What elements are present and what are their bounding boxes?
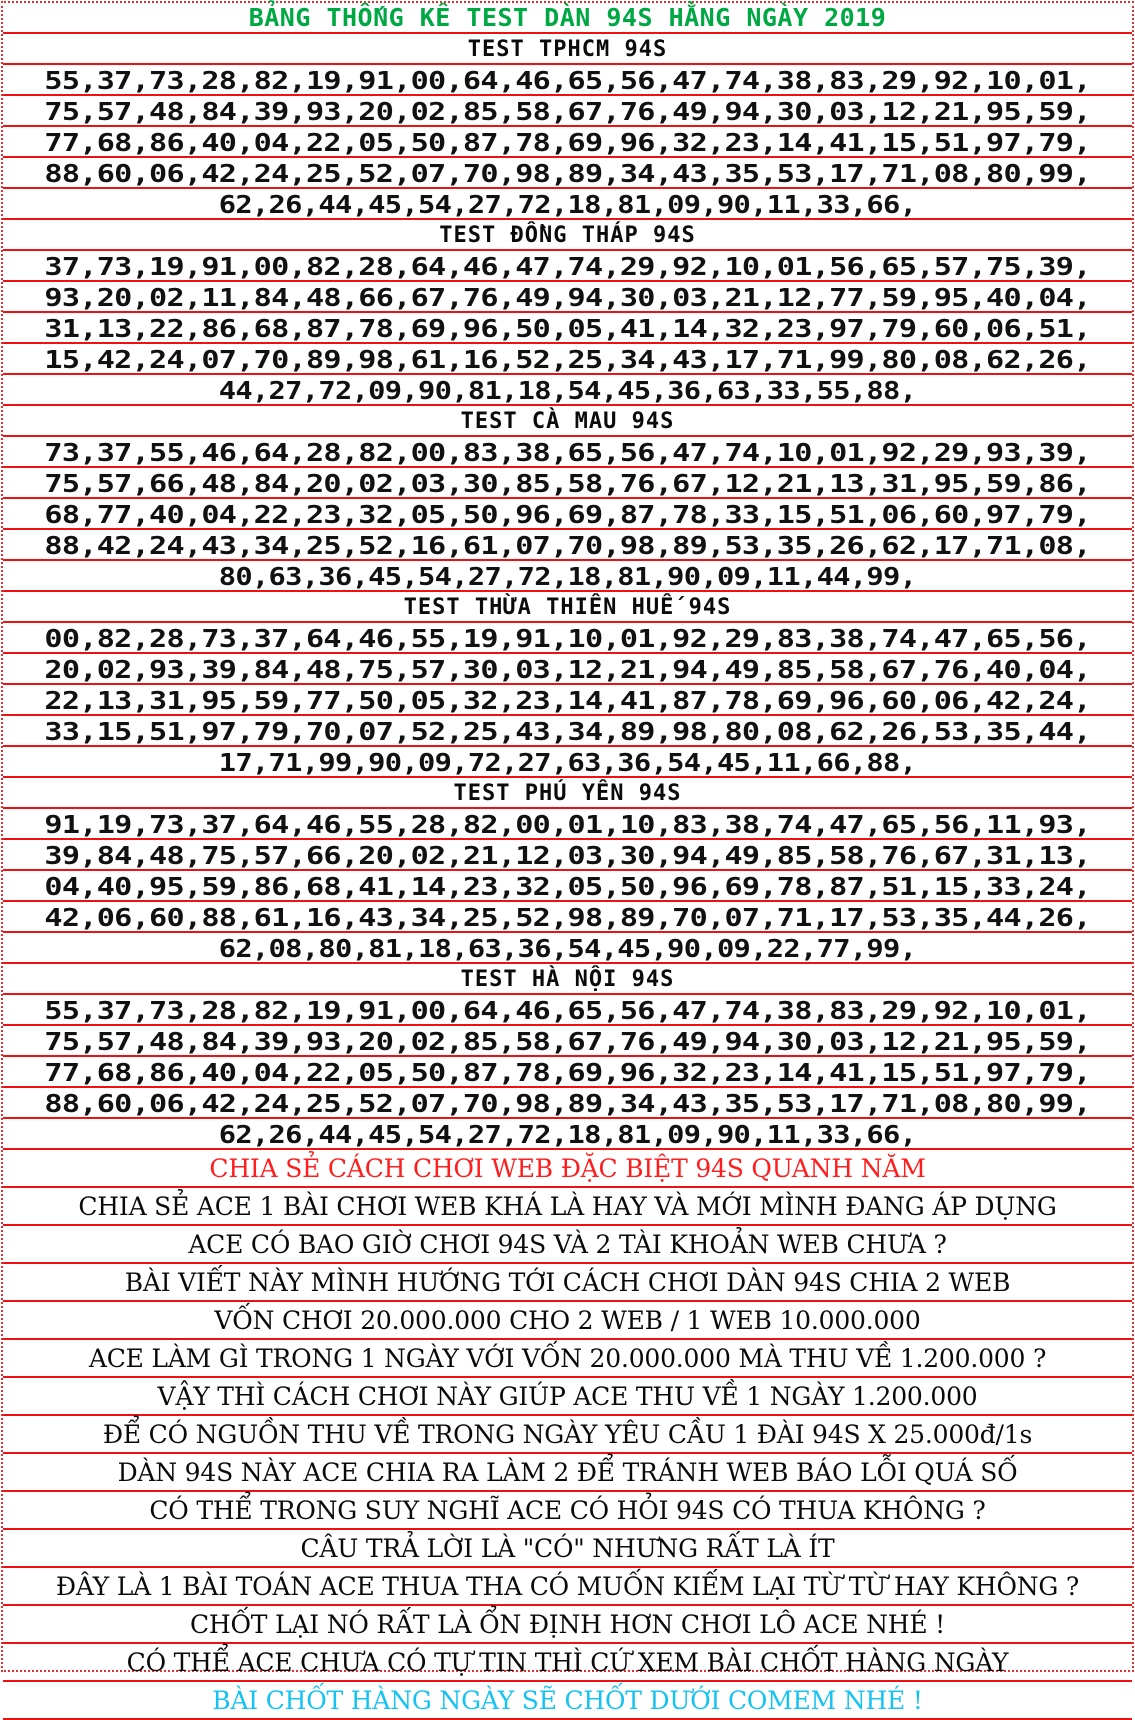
number-row: 00,82,28,73,37,64,46,55,19,91,10,01,92,29,83,38,74,47,65,56, xyxy=(3,623,1132,654)
note-row xyxy=(3,1264,1132,1302)
section-title: TEST THỪA THIÊN HUẾ 94S xyxy=(3,592,1132,623)
number-row: 77,68,86,40,04,22,05,50,87,78,69,96,32,23,14,41,15,51,97,79, xyxy=(3,1057,1132,1088)
page-title: BẢNG THỐNG KÊ TEST DÀN 94S HẰNG NGÀY 2019 xyxy=(3,0,1132,34)
number-row: 75,57,48,84,39,93,20,02,85,58,67,76,49,94,30,03,12,21,95,59, xyxy=(3,96,1132,127)
number-row: 55,37,73,28,82,19,91,00,64,46,65,56,47,74,38,83,29,92,10,01, xyxy=(3,65,1132,96)
sections-host xyxy=(3,34,1132,1150)
note-row xyxy=(3,1530,1132,1568)
notes-host xyxy=(3,1150,1132,1720)
number-row: 55,37,73,28,82,19,91,00,64,46,65,56,47,74,38,83,29,92,10,01, xyxy=(3,995,1132,1026)
note-text: CÓ THỂ ACE CHƯA CÓ TỰ TIN THÌ CỨ XEM BÀI CHỐT HÀNG NGÀY xyxy=(126,1648,1009,1677)
number-row: 39,84,48,75,57,66,20,02,21,12,03,30,94,49,85,58,76,67,31,13, xyxy=(3,840,1132,871)
note-text: ĐÂY LÀ 1 BÀI TOÁN ACE THUA THA CÓ MUỐN KIẾM LẠI TỪ TỪ HAY KHÔNG ? xyxy=(55,1572,1080,1601)
note-row xyxy=(3,1454,1132,1492)
note-text: ĐỂ CÓ NGUỒN THU VỀ TRONG NGÀY YÊU CẦU 1 ĐÀI 94S X 25.000đ/1s xyxy=(102,1420,1033,1449)
section-title: TEST HÀ NỘI 94S xyxy=(3,964,1132,995)
number-row: 88,42,24,43,34,25,52,16,61,07,70,98,89,53,35,26,62,17,71,08, xyxy=(3,530,1132,561)
note-text: CÓ THỂ TRONG SUY NGHĨ ACE CÓ HỎI 94S CÓ THUA KHÔNG ? xyxy=(149,1496,986,1525)
note-row xyxy=(3,1568,1132,1606)
number-row: 42,06,60,88,61,16,43,34,25,52,98,89,70,07,71,17,53,35,44,26, xyxy=(3,902,1132,933)
note-text: CÂU TRẢ LỜI LÀ "CÓ" NHƯNG RẤT LÀ ÍT xyxy=(300,1534,835,1563)
section-title: TEST PHÚ YÊN 94S xyxy=(3,778,1132,809)
note-text: BÀI VIẾT NÀY MÌNH HƯỚNG TỚI CÁCH CHƠI DÀN 94S CHIA 2 WEB xyxy=(124,1268,1011,1297)
number-row: 88,60,06,42,24,25,52,07,70,98,89,34,43,35,53,17,71,08,80,99, xyxy=(3,1088,1132,1119)
note-text: CHỐT LẠI NÓ RẤT LÀ ỔN ĐỊNH HƠN CHƠI LÔ ACE NHÉ ! xyxy=(189,1610,946,1639)
number-row: 44,27,72,09,90,81,18,54,45,36,63,33,55,88, xyxy=(3,375,1132,406)
note-text: DÀN 94S NÀY ACE CHIA RA LÀM 2 ĐỂ TRÁNH WEB BÁO LỖI QUÁ SỐ xyxy=(117,1458,1018,1487)
number-row: 31,13,22,86,68,87,78,69,96,50,05,41,14,32,23,97,79,60,06,51, xyxy=(3,313,1132,344)
note-row xyxy=(3,1606,1132,1644)
number-row: 93,20,02,11,84,48,66,67,76,49,94,30,03,21,12,77,59,95,40,04, xyxy=(3,282,1132,313)
note-text: BÀI CHỐT HÀNG NGÀY SẼ CHỐT DƯỚI COMEM NHÉ ! xyxy=(212,1686,923,1715)
section-title: TEST ĐỒNG THÁP 94S xyxy=(3,220,1132,251)
number-row: 73,37,55,46,64,28,82,00,83,38,65,56,47,74,10,01,92,29,93,39, xyxy=(3,437,1132,468)
number-row: 33,15,51,97,79,70,07,52,25,43,34,89,98,80,08,62,26,53,35,44, xyxy=(3,716,1132,747)
note-text: ACE LÀM GÌ TRONG 1 NGÀY VỚI VỐN 20.000.000 MÀ THU VỀ 1.200.000 ? xyxy=(88,1344,1047,1373)
number-row: 88,60,06,42,24,25,52,07,70,98,89,34,43,35,53,17,71,08,80,99, xyxy=(3,158,1132,189)
note-row xyxy=(3,1150,1132,1188)
note-row xyxy=(3,1378,1132,1416)
note-row xyxy=(3,1682,1132,1720)
note-text: CHIA SẺ CÁCH CHƠI WEB ĐẶC BIỆT 94S QUANH NĂM xyxy=(209,1154,926,1183)
note-text: ACE CÓ BAO GIỜ CHƠI 94S VÀ 2 TÀI KHOẢN WEB CHƯA ? xyxy=(188,1230,947,1259)
number-row: 62,26,44,45,54,27,72,18,81,09,90,11,33,66, xyxy=(3,189,1132,220)
number-row: 20,02,93,39,84,48,75,57,30,03,12,21,94,49,85,58,67,76,40,04, xyxy=(3,654,1132,685)
number-row: 80,63,36,45,54,27,72,18,81,90,09,11,44,99, xyxy=(3,561,1132,592)
number-row: 62,26,44,45,54,27,72,18,81,09,90,11,33,66, xyxy=(3,1119,1132,1150)
number-row: 15,42,24,07,70,89,98,61,16,52,25,34,43,17,71,99,80,08,62,26, xyxy=(3,344,1132,375)
note-text: VẬY THÌ CÁCH CHƠI NÀY GIÚP ACE THU VỀ 1 NGÀY 1.200.000 xyxy=(157,1382,978,1411)
number-row: 68,77,40,04,22,23,32,05,50,96,69,87,78,33,15,51,06,60,97,79, xyxy=(3,499,1132,530)
number-row: 17,71,99,90,09,72,27,63,36,54,45,11,66,88, xyxy=(3,747,1132,778)
note-row xyxy=(3,1644,1132,1682)
note-text: VỐN CHƠI 20.000.000 CHO 2 WEB / 1 WEB 10.000.000 xyxy=(214,1306,921,1335)
number-row: 04,40,95,59,86,68,41,14,23,32,05,50,96,69,78,87,51,15,33,24, xyxy=(3,871,1132,902)
number-row: 22,13,31,95,59,77,50,05,32,23,14,41,87,78,69,96,60,06,42,24, xyxy=(3,685,1132,716)
number-row: 75,57,48,84,39,93,20,02,85,58,67,76,49,94,30,03,12,21,95,59, xyxy=(3,1026,1132,1057)
number-row: 77,68,86,40,04,22,05,50,87,78,69,96,32,23,14,41,15,51,97,79, xyxy=(3,127,1132,158)
number-row: 75,57,66,48,84,20,02,03,30,85,58,76,67,12,21,13,31,95,59,86, xyxy=(3,468,1132,499)
section-title: TEST CÀ MAU 94S xyxy=(3,406,1132,437)
number-row: 91,19,73,37,64,46,55,28,82,00,01,10,83,38,74,47,65,56,11,93, xyxy=(3,809,1132,840)
note-row xyxy=(3,1340,1132,1378)
note-text: CHIA SẺ ACE 1 BÀI CHƠI WEB KHÁ LÀ HAY VÀ MỚI MÌNH ĐANG ÁP DỤNG xyxy=(78,1192,1057,1221)
number-row: 62,08,80,81,18,63,36,54,45,90,09,22,77,99, xyxy=(3,933,1132,964)
note-row xyxy=(3,1492,1132,1530)
section-title: TEST TPHCM 94S xyxy=(3,34,1132,65)
note-row xyxy=(3,1188,1132,1226)
note-row xyxy=(3,1226,1132,1264)
note-row xyxy=(3,1302,1132,1340)
note-row xyxy=(3,1416,1132,1454)
number-row: 37,73,19,91,00,82,28,64,46,47,74,29,92,10,01,56,65,57,75,39, xyxy=(3,251,1132,282)
